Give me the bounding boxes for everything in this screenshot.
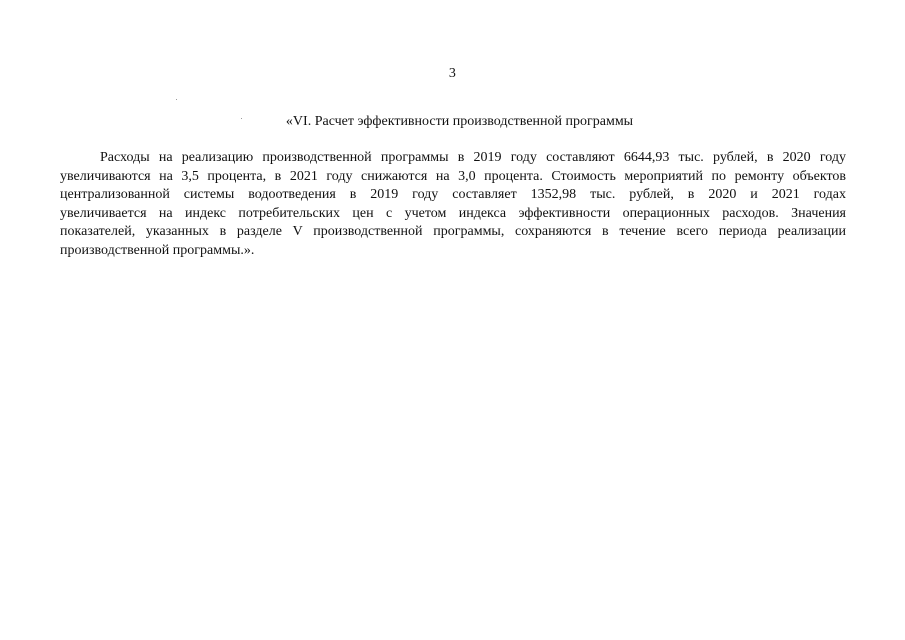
scan-speck xyxy=(176,99,177,100)
paragraph-line: показателей, указанных в разделе V производственной программы, сохраняются в течение всего периода реализации xyxy=(60,224,846,240)
page-number: 3 xyxy=(448,66,457,81)
paragraph-line: увеличиваются на 3,5 процента, в 2021 году снижаются на 3,0 процента. Стоимость мероприятий по ремонту объектов xyxy=(60,168,846,184)
paragraph-line: централизованной системы водоотведения в 2019 году составляет 1352,98 тыс. рублей, в 2020 и 2021 годах xyxy=(60,187,846,203)
body-paragraph xyxy=(60,149,846,261)
section-title: «VI. Расчет эффективности производственной программы xyxy=(285,114,634,129)
paragraph-line: производственной программы.». xyxy=(60,242,255,258)
paragraph-line: Расходы на реализацию производственной программы в 2019 году составляют 6644,93 тыс. рублей, в 2020 году xyxy=(100,150,846,165)
paragraph-line: увеличивается на индекс потребительских цен с учетом индекса эффективности операционных расходов. Значения xyxy=(60,205,846,221)
